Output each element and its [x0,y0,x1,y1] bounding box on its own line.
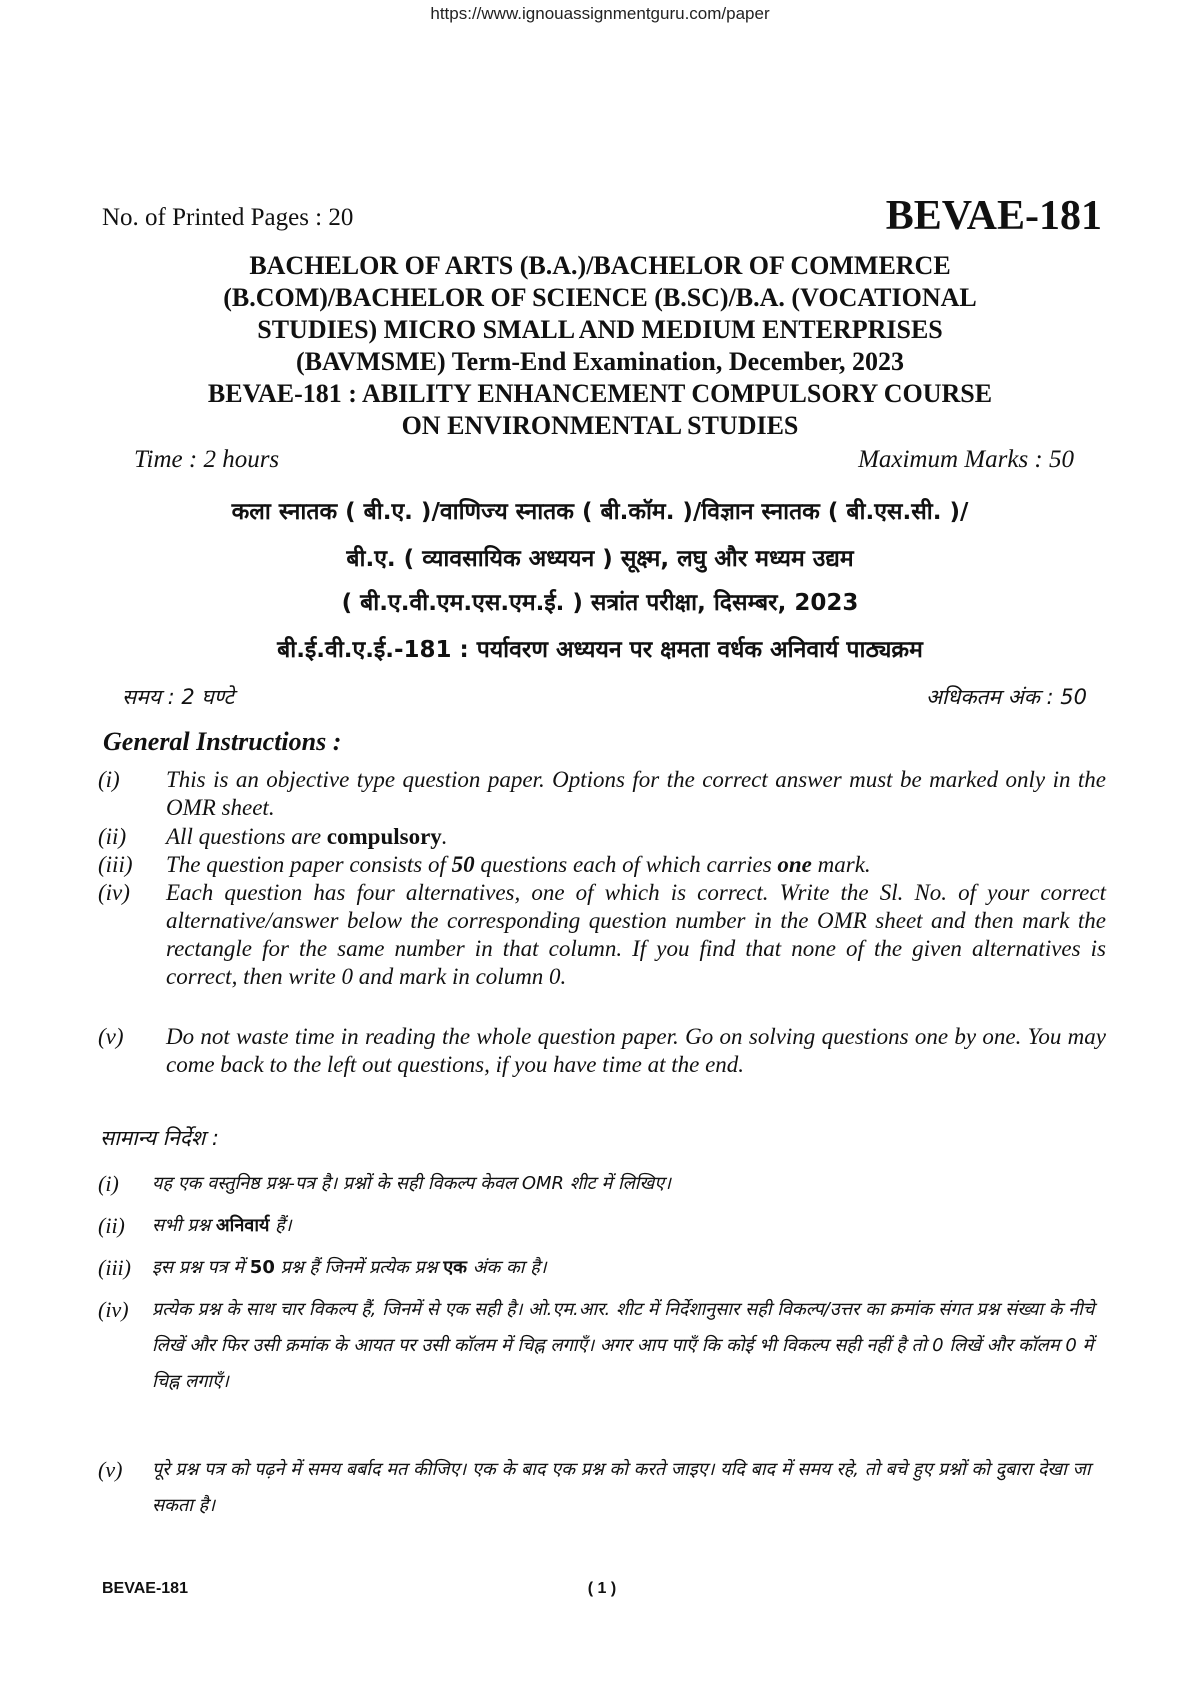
instruction-number: (iv) [98,1297,129,1322]
instruction-text [166,823,1106,851]
general-instructions-heading: General Instructions : [103,727,342,756]
instruction-text: यह एक वस्तुनिष्ठ प्रश्न-पत्र है। प्रश्नों के सही विकल्प केवल OMR शीट में लिखिए। [152,1173,671,1194]
hindi-title-line: बी.ए. ( व्यावसायिक अध्ययन ) सूक्ष्म, लघु और मध्यम उद्यम [346,546,854,572]
instruction-number: (i) [98,767,120,792]
course-code: BEVAE-181 [885,193,1102,239]
instruction-number: (i) [98,1171,119,1196]
text-run: सभी प्रश्न [152,1215,216,1236]
page-footer [102,1580,1102,1598]
hindi-time-allowed: समय : 2 घण्टे [122,685,235,709]
text-run: . [441,824,448,849]
exam-title [100,250,1100,442]
title-line: (B.COM)/BACHELOR OF SCIENCE (B.SC)/B.A. (VOCATIONAL [223,283,977,312]
time-allowed: Time : 2 hours [134,446,280,473]
hindi-title-line: ( बी.ए.वी.एम.एस.एम.ई. ) सत्रांत परीक्षा, दिसम्बर, 2023 [341,590,859,616]
header-row [102,192,1102,242]
text-run: mark. [811,852,871,877]
maximum-marks: Maximum Marks : 50 [858,446,1074,473]
instruction-text: प्रत्येक प्रश्न के साथ चार विकल्प हैं, जिनमें से एक सही है। ओ.एम.आर. शीट में निर्देशानुसार सही विकल्प/उत्तर का क्रमांक संगत प्रश्न संख्या के नीचे लिखें और फिर उसी क्रमांक के आयत पर उसी कॉलम में चिह्न लगाएँ। अगर आप पाएँ कि कोई भी विकल्प सही नहीं है तो 0 लिखें और कॉलम 0 में चिह्न लगाएँ। [152,1299,1095,1392]
text-run: हैं। [269,1215,292,1236]
instruction-number: (ii) [98,824,127,849]
title-line: BACHELOR OF ARTS (B.A.)/BACHELOR OF COMMERCE [249,251,951,280]
instruction-number: (v) [98,1024,124,1049]
instruction-text: पूरे प्रश्न पत्र को पढ़ने में समय बर्बाद मत कीजिए। एक के बाद एक प्रश्न को करते जाइए। यदि बाद में समय रहे, तो बचे हुए प्रश्नों को दुबारा देखा जा सकता है। [152,1459,1091,1516]
hindi-instructions-heading: सामान्य निर्देश : [100,1126,219,1150]
hindi-title-line: बी.ई.वी.ए.ई.-181 : पर्यावरण अध्ययन पर क्षमता वर्धक अनिवार्य पाठ्यक्रम [277,637,923,663]
title-line: BEVAE-181 : ABILITY ENHANCEMENT COMPULSORY COURSE [207,379,993,408]
hindi-time-marks-row [122,683,1087,711]
text-run: All questions are [166,824,327,849]
bold-word: अनिवार्य [215,1215,270,1236]
source-url: https://www.ignouassignmentguru.com/paper [430,4,770,23]
time-marks-row [134,446,1074,474]
text-run: प्रश्न हैं जिनमें प्रत्येक प्रश्न [274,1257,444,1278]
bold-word: एक [443,1257,467,1278]
title-line: STUDIES) MICRO SMALL AND MEDIUM ENTERPRISES [257,315,943,344]
instruction-text [152,1208,1106,1244]
instruction-number: (ii) [98,1213,125,1238]
printed-pages: No. of Printed Pages : 20 [102,204,354,231]
instruction-text [166,851,1106,879]
hindi-title-line: कला स्नातक ( बी.ए. )/वाणिज्य स्नातक ( बी.कॉम. )/विज्ञान स्नातक ( बी.एस.सी. )/ [231,499,969,525]
bold-word: 50 [249,1257,275,1278]
instruction-text: Do not waste time in reading the whole question paper. Go on solving questions one by one. You may come back to the left out questions, if you have time at the end. [166,1024,1106,1077]
bold-word: one [777,852,812,877]
instruction-number: (v) [98,1457,123,1482]
text-run: The question paper consists of [166,852,452,877]
title-line: ON ENVIRONMENTAL STUDIES [401,411,799,440]
instruction-text: Each question has four alternatives, one of which is correct. Write the Sl. No. of your correct alternative/answer below the corresponding question number in the OMR sheet and then mark the rectangle for the same number in that column. If you find that none of the given alternatives is correct, then write 0 and mark in column 0. [166,880,1106,989]
text-run: अंक का है। [466,1257,547,1278]
bold-word: compulsory [326,824,442,849]
instruction-number: (iii) [98,852,133,877]
instruction-text [152,1250,1106,1286]
instruction-text: This is an objective type question paper. Options for the correct answer must be marked only in the OMR sheet. [166,767,1106,820]
page-number: ( 1 ) [587,1580,617,1597]
title-line: (BAVMSME) Term-End Examination, December, 2023 [295,347,905,376]
instruction-number: (iii) [98,1255,131,1280]
text-run: इस प्रश्न पत्र में [152,1257,250,1278]
hindi-maximum-marks: अधिकतम अंक : 50 [925,685,1087,709]
text-run: questions each of which carries [474,852,778,877]
footer-course-code: BEVAE-181 [102,1580,188,1597]
instruction-number: (iv) [98,880,130,905]
bold-word: 50 [451,852,475,877]
